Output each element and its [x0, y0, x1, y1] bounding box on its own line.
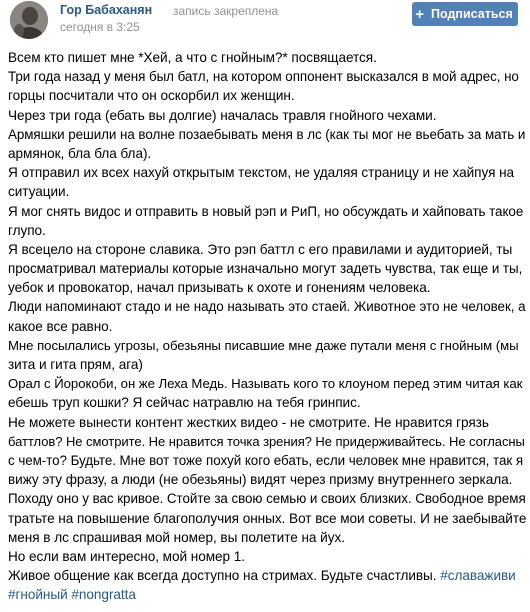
post-line: Люди напоминают стадо и не надо называть это стаей. Животное это не человек, а: [8, 299, 526, 315]
post-time-link[interactable]: сегодня в 3:25: [60, 20, 140, 34]
post-line: армянок, бла бла бла).: [8, 145, 152, 161]
post-line: просматривал материалы которые изначально могут задеть чувства, так еще и ты,: [8, 261, 523, 277]
hashtag-link-slavazhivi[interactable]: #славаживи: [440, 568, 516, 584]
post-line: Я всецело на стороне славика. Это рэп баттл с его правилами и аудиторией, ты: [8, 241, 513, 257]
post-line: Походу оно у вас кривое. Стойте за свою семью и своих близких. Свободное время: [8, 491, 526, 507]
pinned-label: запись закреплена: [173, 4, 279, 18]
hashtag-link-gnoyny[interactable]: #гнойный: [8, 587, 68, 603]
subscribe-label: Подписаться: [431, 7, 513, 21]
post-line-last: [8, 566, 526, 585]
post-line: Армяшки решили на волне позаебывать меня в лс (как ты мог не вьебать за мать и: [8, 126, 526, 142]
post-line-text: Живое общение как всегда доступно на стримах. Будьте счастливы.: [8, 568, 441, 584]
subscribe-button[interactable]: [412, 2, 518, 26]
post-line: ебешь труп кошки? Я сейчас натравлю на тебя гринпис.: [8, 395, 361, 411]
post-line: Не можете вынести контент жестких видео - не смотрите. Не нравится грязь: [8, 414, 489, 430]
post-line-hashtags: [8, 585, 526, 604]
post-line: Мне посылались угрозы, обезьяны писавшие мне даже путали меня с гнойным (мы: [8, 337, 519, 353]
author-name-link[interactable]: Гор Бабаханян: [60, 3, 153, 17]
post-line: какое все равно.: [8, 318, 113, 334]
post-line: Я мог снять видос и отправить в новый рэп и РиП, но обсуждать и хайповать такое: [8, 203, 524, 219]
post-line: Но если вам интересно, мой номер 1.: [8, 548, 246, 564]
post-line: уебок и провокатор, начал призывать к охоте и гонениям человека.: [8, 280, 431, 296]
post-line: меня в лс спрашивая мой номер, вы полетите на йух.: [8, 529, 345, 545]
post-text: [8, 48, 526, 604]
post-line: Всем кто пишет мне *Хей, а что с гнойным?* посвящается.: [8, 50, 377, 65]
post-line: с чем-то? Будьте. Мне вот тоже похуй кого ебать, если человек мне нравится, так я: [8, 452, 524, 468]
author-avatar[interactable]: [10, 1, 48, 39]
post-line: Я отправил их всех нахуй открытым текстом, не удаляя страницу и не хайпуя на: [8, 165, 515, 181]
post-line: Через три года (ебать вы долгие) началась травля гнойного чехами.: [8, 107, 437, 123]
post-line: горцы посчитали что он оскорбил их женщин.: [8, 88, 295, 104]
post-line: ситуации.: [8, 184, 70, 200]
avatar-photo: [10, 1, 48, 39]
post-line: зита и гита прям, ага): [8, 357, 143, 372]
plus-icon: +: [415, 5, 425, 23]
post-line: Три года назад у меня был батл, на котором оппонент высказался в мой адрес, но: [8, 69, 519, 85]
post-line: баттлов? Не смотрите. Не нравится точка зрения? Не придерживайтесь. Не согласны: [8, 433, 525, 449]
post-line: Орал с Йорокоби, он же Леха Медь. Называть кого то клоуном перед этим читая как: [8, 376, 523, 392]
post-line: тратьте на повышение благополучия онных. Вот все мои советы. И не заебывайте: [8, 510, 527, 526]
post-line: глупо.: [8, 222, 46, 238]
post-line: вижу эту фразу, а люди (не обезьяны) видят через призму внутреннего зеркала.: [8, 472, 513, 488]
hashtag-link-nongratta[interactable]: #nongratta: [71, 587, 136, 603]
post-header: [0, 0, 530, 40]
